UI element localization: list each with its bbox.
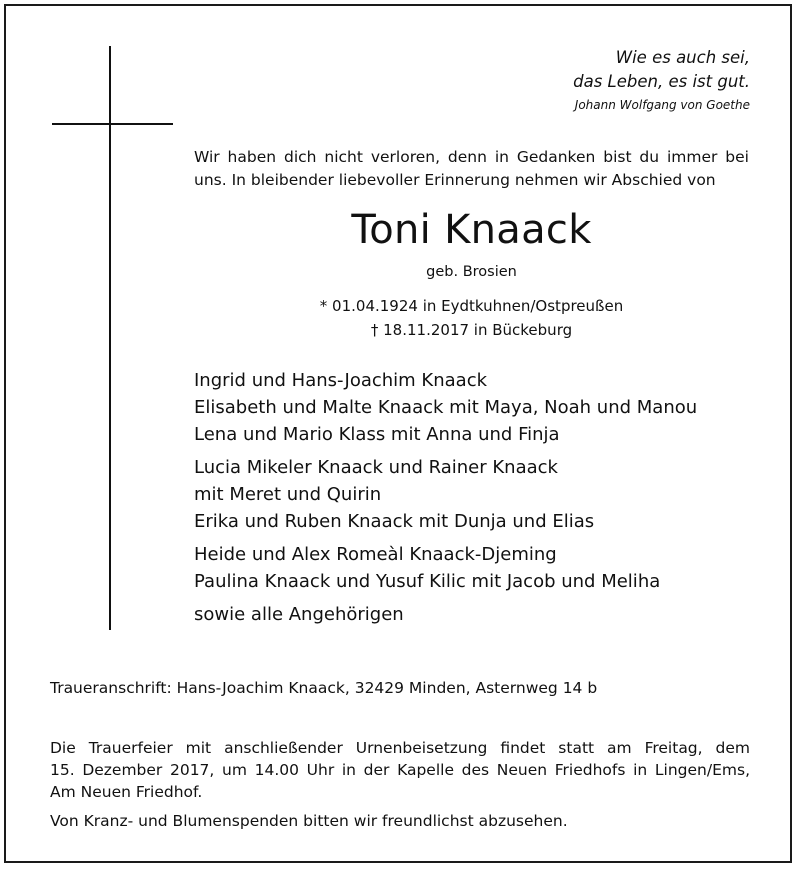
mourner-line: Paulina Knaack und Yusuf Kilic mit Jacob und Meliha xyxy=(194,571,661,592)
intro-text xyxy=(194,146,749,192)
quote-line-2: das Leben, es ist gut. xyxy=(573,72,750,91)
cross-symbol-horizontal xyxy=(52,123,173,125)
birth-name: geb. Brosien xyxy=(426,264,517,280)
funeral-info xyxy=(50,737,750,803)
mourner-line: mit Meret und Quirin xyxy=(194,484,382,505)
funeral-line-3: Am Neuen Friedhof. xyxy=(50,783,203,801)
mourner-line: sowie alle Angehörigen xyxy=(194,604,404,625)
flowers-note: Von Kranz- und Blumenspenden bitten wir freundlichst abzusehen. xyxy=(50,812,568,830)
funeral-line-2: 15. Dezember 2017, um 14.00 Uhr in der Kapelle des Neuen Friedhofs in Lingen/Ems, xyxy=(50,761,750,779)
intro-line-1: Wir haben dich nicht verloren, denn in Gedanken bist du immer bei xyxy=(194,148,749,166)
mourner-group-1 xyxy=(194,367,764,448)
mourner-group-2 xyxy=(194,454,764,535)
funeral-line-1: Die Trauerfeier mit anschließender Urnenbeisetzung findet statt am Freitag, dem xyxy=(50,739,750,757)
intro-line-2: uns. In bleibender liebevoller Erinnerung nehmen wir Abschied von xyxy=(194,171,716,189)
mourner-line: Lucia Mikeler Knaack und Rainer Knaack xyxy=(194,457,558,478)
mourner-group-3 xyxy=(194,541,764,595)
mourner-line: Elisabeth und Malte Knaack mit Maya, Noah und Manou xyxy=(194,397,698,418)
life-dates xyxy=(194,294,749,342)
mourner-line: Heide und Alex Romeàl Knaack-Djeming xyxy=(194,544,557,565)
mourners-list xyxy=(194,367,764,634)
mourning-address: Traueranschrift: Hans-Joachim Knaack, 32429 Minden, Asternweg 14 b xyxy=(50,679,598,697)
death-date: † 18.11.2017 in Bückeburg xyxy=(370,321,573,339)
deceased-name: Toni Knaack xyxy=(351,207,592,253)
quote-author: Johann Wolfgang von Goethe xyxy=(574,98,750,112)
birth-date: * 01.04.1924 in Eydtkuhnen/Ostpreußen xyxy=(319,297,624,315)
mourner-line: Erika und Ruben Knaack mit Dunja und Elias xyxy=(194,511,595,532)
mourner-group-4 xyxy=(194,601,764,628)
mourner-line: Ingrid und Hans-Joachim Knaack xyxy=(194,370,488,391)
cross-symbol-vertical xyxy=(109,46,111,630)
mourner-line: Lena und Mario Klass mit Anna und Finja xyxy=(194,424,560,445)
goethe-quote xyxy=(573,46,750,115)
quote-line-1: Wie es auch sei, xyxy=(615,48,750,67)
